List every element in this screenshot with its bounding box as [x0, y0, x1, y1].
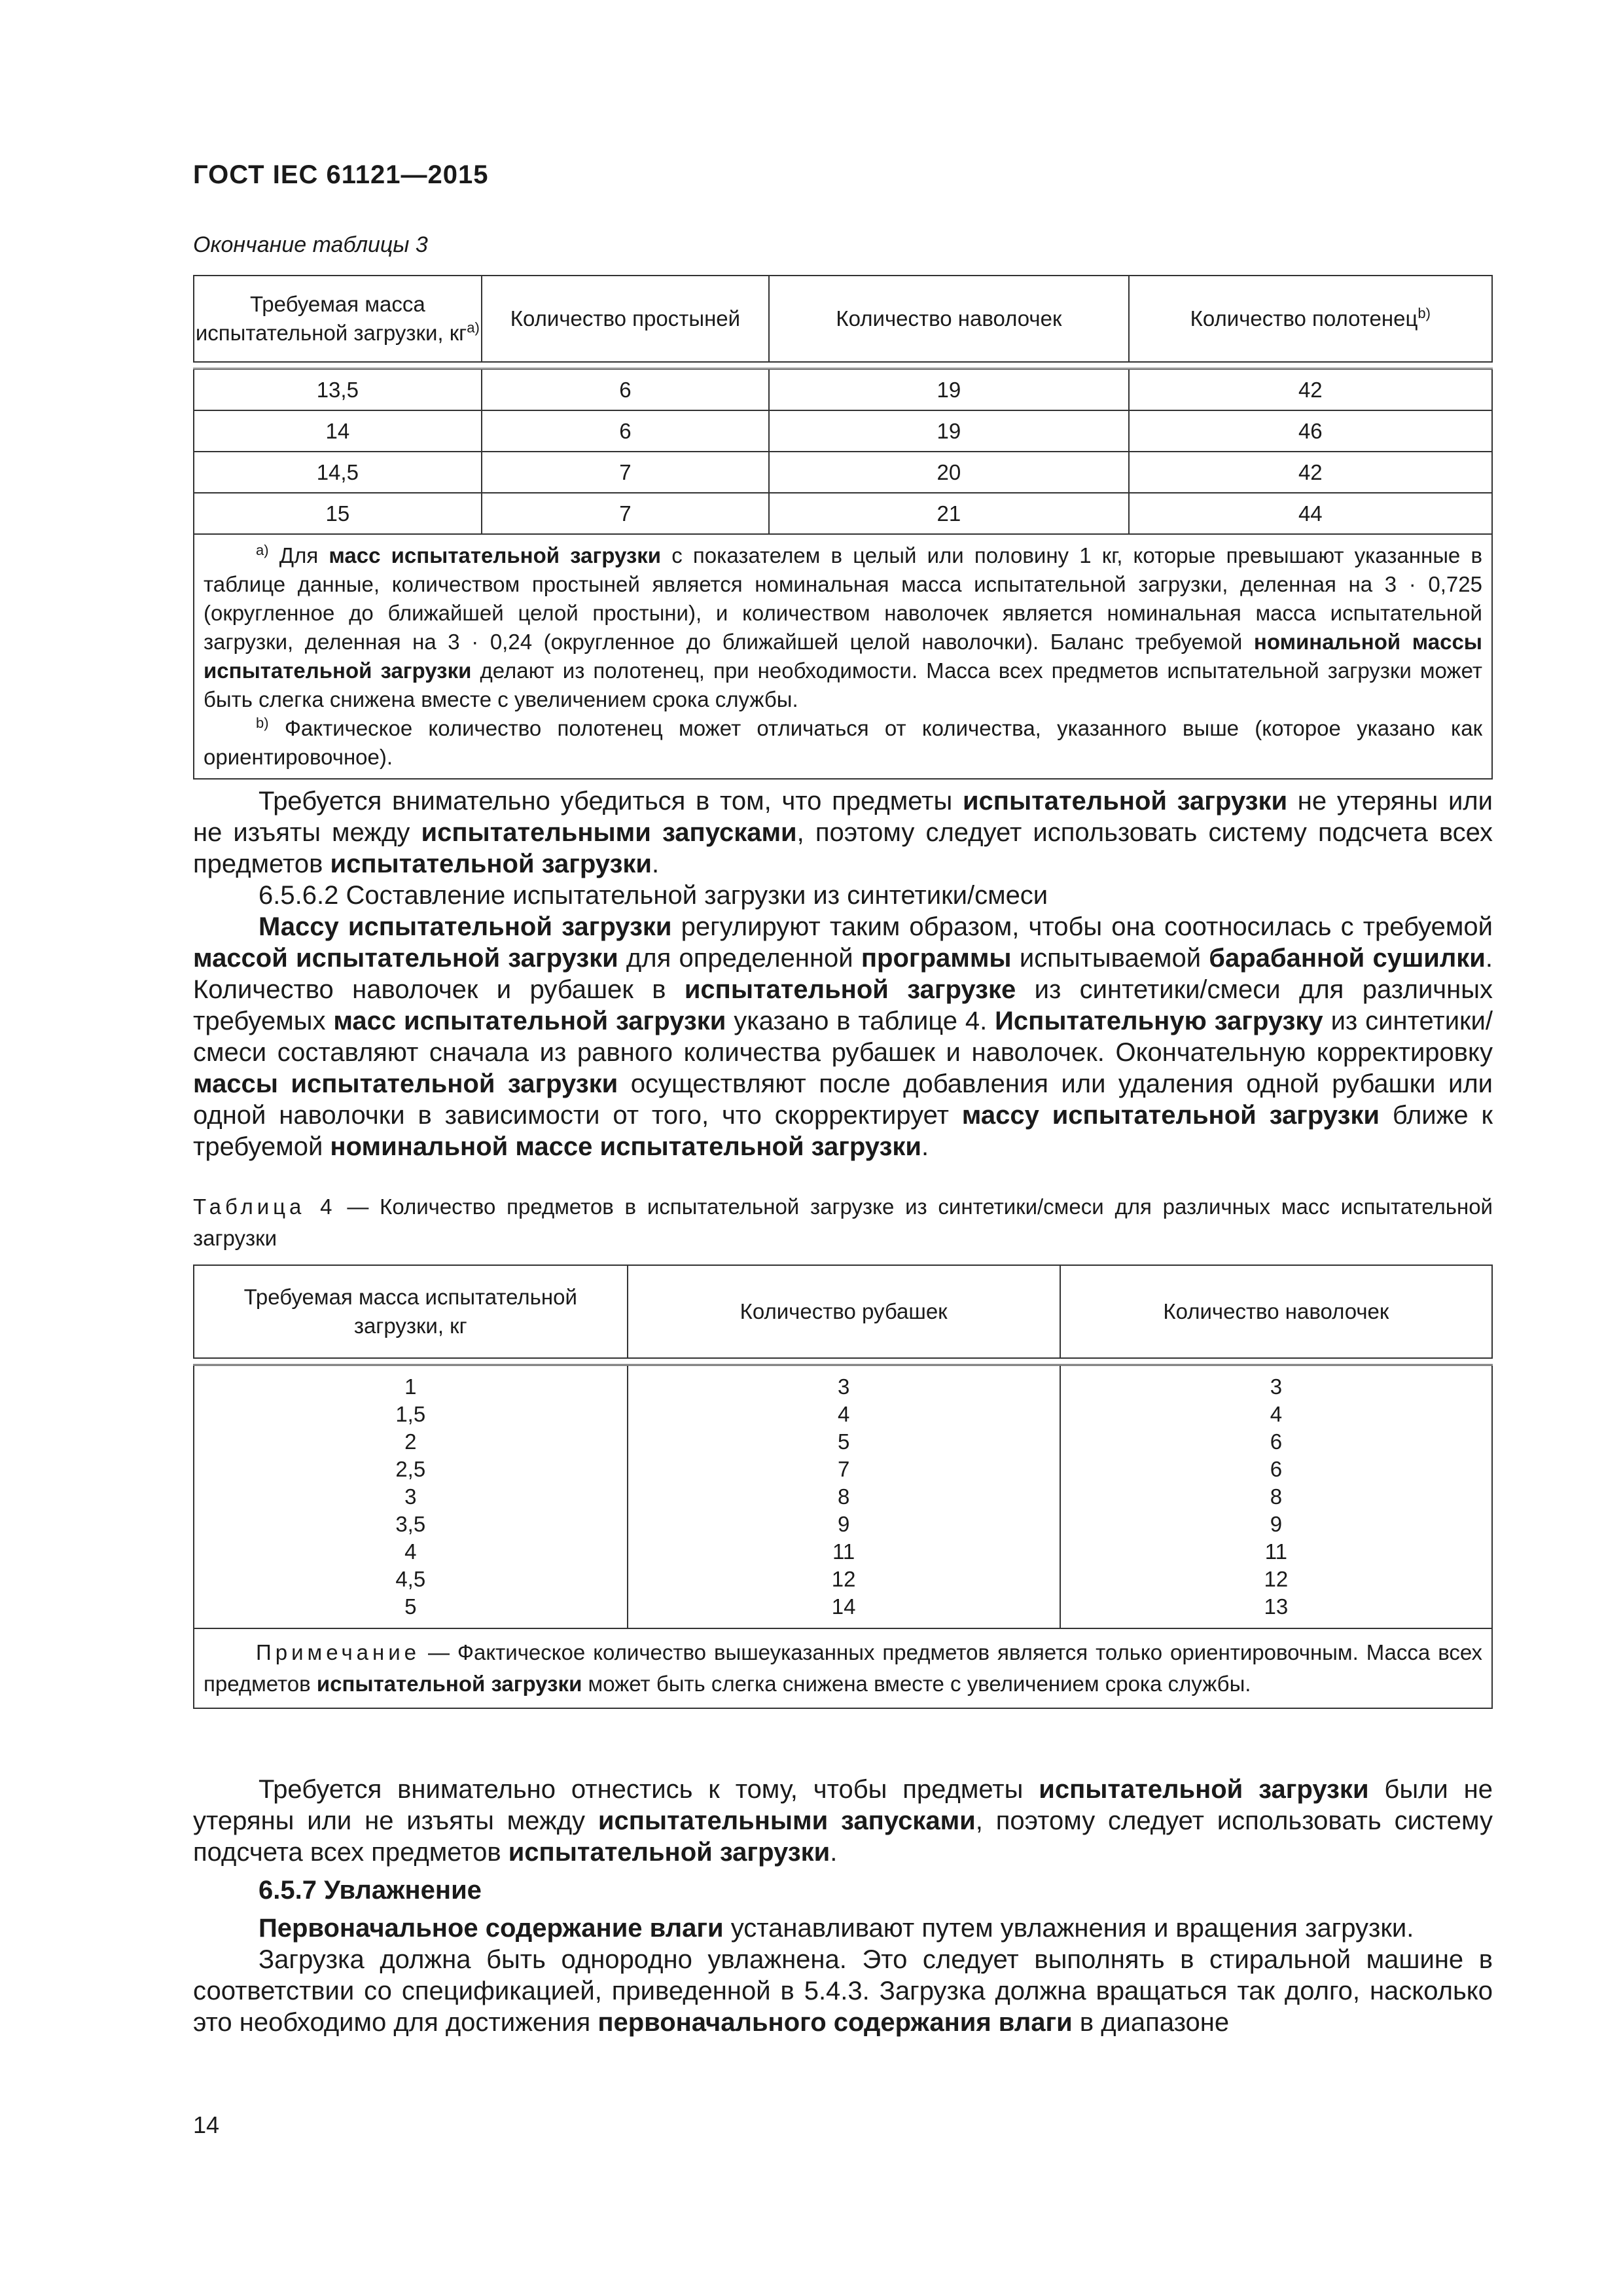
- table-3-header: Количество наволочек: [769, 276, 1128, 362]
- table-cell: 19: [769, 369, 1128, 411]
- table-4-data-row: [194, 1365, 1492, 1629]
- table-3-header: Количество полотенец$^{b)}$: [1129, 276, 1492, 362]
- table-4-header: Количество наволочек: [1060, 1265, 1492, 1358]
- table-cell: 6: [482, 410, 770, 452]
- paragraph-synthetic-load: Массу испытательной загрузки регулируют таким образом, чтобы она соотносилась с требуемой массой испытательной загрузки для определенной программы испытываемой барабанной сушилки. Количество наволочек и рубашек в испытательной загрузке из синтетики/смеси для различных требуемых масс испытательной загрузки указано в таблице 4. Испытательную загрузку из синтетики/смеси составляют сначала из равного количества рубашек и наволочек. Окончательную корректировку массы испытательной загрузки осуществляют после добавления или удаления одной рубашки или одной наволочки в зависимости от того, что скорректирует массу испытательной загрузки ближе к требуемой номинальной массе испытательной загрузки.: [193, 912, 1493, 1161]
- table-cell: 20: [769, 452, 1128, 493]
- footnote-a: $^{a)}$ Для масс испытательной загрузки с показателем в целый или половину 1 кг, которые превышают указанные в таблице данные, количеством простыней является номинальная масса испытательной загрузки, деленная на 3 · 0,725 (округленное до ближайшей целой простыни), и количеством наволочек является номинальная масса испытательной загрузки, деленная на 3 · 0,24 (округленное до ближайшей целой наволочки). Баланс требуемой номинальной массы испытательной загрузки делают из полотенец, при необходимости. Масса всех предметов испытательной загрузки может быть слегка снижена вместе с увеличением срока службы.: [204, 542, 1482, 711]
- table-4-header: Требуемая масса испытательной загрузки, кг: [194, 1265, 628, 1358]
- table-row: [194, 452, 1492, 493]
- table-3-footnotes: [194, 534, 1492, 779]
- table-cell: 6: [482, 369, 770, 411]
- paragraph-counting-test-load-2: Требуется внимательно отнестись к тому, чтобы предметы испытательной загрузки были не утеряны или не изъяты между испытательными запусками, поэтому следует использовать систему подсчета всех предметов испытательной загрузки.: [193, 1775, 1493, 1867]
- footnote-b: $^{b)}$ Фактическое количество полотенец может отличаться от количества, указанного выше (которое указано как ориентировочное).: [204, 715, 1483, 769]
- table-cell: 15: [194, 493, 482, 534]
- table-4-caption: Таблица 4 — Количество предметов в испытательной загрузке из синтетики/смеси для различных масс испытательной загрузки: [193, 1194, 1493, 1250]
- table-cell: 42: [1129, 369, 1492, 411]
- paragraph-counting-test-load: Требуется внимательно убедиться в том, что предметы испытательной загрузки не утеряны или не изъяты между испытательными запусками, поэтому следует использовать систему подсчета всех предметов испытательной загрузки. 6.5.6.2 Составление испытательной загрузки из синтетики/смеси Массу испытательной загрузки регулируют таким образом, чтобы она соотносилась с требуемой массой испытательной загрузки для определенной программы испытываемой барабанной сушилки. Количество наволочек и рубашек в испытательной загрузке из синтетики/смеси для различных требуемых масс испытательной загрузки указано в таблице 4. Испытательную загрузку из синтетики/смеси составляют сначала из равного количества рубашек и наволочек. Окончательную корректировку массы испытательной загрузки осуществляют после добавления или удаления одной рубашки или одной наволочки в зависимости от того, что скорректирует массу испытательной загрузки ближе к требуемой номинальной массе испытательной загрузки.: [193, 787, 1493, 1161]
- table-cell: 14,5: [194, 452, 482, 493]
- paragraph-wetting: Загрузка должна быть однородно увлажнена. Это следует выполнять в стиральной машине в соответствии со спецификацией, приведенной в 5.4.3. Загрузка должна вращаться так долго, насколько это необходимо для достижения первоначального содержания влаги в диапазоне: [193, 1945, 1493, 2037]
- table-4: [193, 1265, 1493, 1709]
- table-continuation-label: Окончание таблицы 3: [193, 232, 428, 257]
- shirts-column: 3 4 5 7 8 9 11 12 14: [628, 1365, 1060, 1629]
- table-cell: 44: [1129, 493, 1492, 534]
- table-cell: 13,5: [194, 369, 482, 411]
- table-3-header: Требуемая масса испытательной загрузки, $кг^{a)}$: [194, 276, 482, 362]
- table-cell: 46: [1129, 410, 1492, 452]
- standard-number: ГОСТ IEC 61121—2015: [193, 160, 489, 189]
- table-cell: 42: [1129, 452, 1492, 493]
- table-cell: 21: [769, 493, 1128, 534]
- table-4-header: Количество рубашек: [628, 1265, 1060, 1358]
- table-cell: 7: [482, 493, 770, 534]
- paragraph-initial-moisture: Первоначальное содержание влаги устанавливают путем увлажнения и вращения загрузки.: [259, 1914, 1414, 1943]
- table-row: [194, 410, 1492, 452]
- table-4-note: Примечание — Фактическое количество вышеуказанных предметов является только ориентировочным. Масса всех предметов испытательной загрузки может быть слегка снижена вместе с увеличением срока службы.: [194, 1628, 1492, 1708]
- page-number: 14: [193, 2111, 220, 2138]
- table-3-header: Количество простыней: [482, 276, 770, 362]
- table-3: [193, 275, 1493, 780]
- paragraph-block-bottom: [193, 1774, 1493, 2038]
- pillowcases-column: 3 4 6 6 8 9 11 12 13: [1060, 1365, 1492, 1629]
- section-heading-657: 6.5.7 Увлажнение: [259, 1876, 482, 1905]
- section-heading-6562: 6.5.6.2 Составление испытательной загрузки из синтетики/смеси: [259, 881, 1048, 910]
- table-row: [194, 493, 1492, 534]
- table-row: [194, 369, 1492, 411]
- table-cell: 7: [482, 452, 770, 493]
- masses-column: 1 1,5 2 2,5 3 3,5 4 4,5 5: [194, 1365, 628, 1629]
- table-cell: 14: [194, 410, 482, 452]
- table-cell: 19: [769, 410, 1128, 452]
- table-3-header-row: [194, 276, 1492, 362]
- table-4-header-row: [194, 1265, 1492, 1358]
